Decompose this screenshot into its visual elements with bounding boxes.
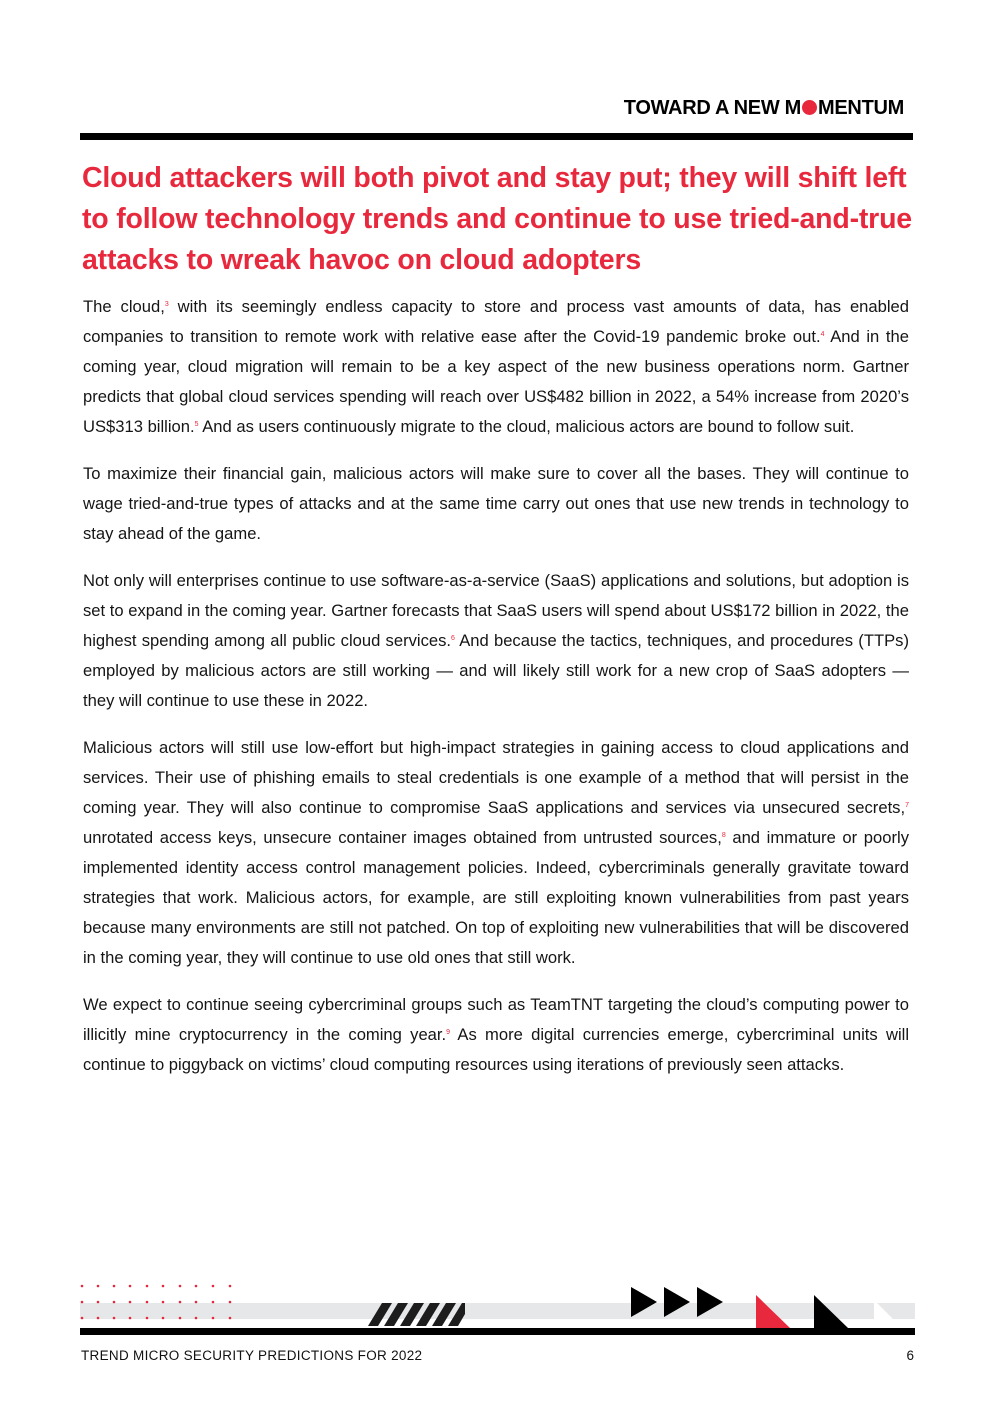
footnote-ref-9[interactable]: 9 <box>446 1029 451 1036</box>
text-run: And because the tactics, techniques, and procedures (TTPs) employed by malicious actors are still working — and will likely still work for a new crop of SaaS adopters — they will continue to use these in 2022. <box>83 631 909 710</box>
header-title-part1: TOWARD A NEW M <box>623 97 802 119</box>
page-number: 6 <box>906 1348 914 1363</box>
header-title-part2: MENTUM <box>818 97 904 119</box>
body-text <box>83 292 909 1097</box>
text-run: And in the coming year, cloud migration will remain to be a key aspect of the new business operations norm. Gartner predicts that global cloud services spending will reach over US$482 billion in 2022, a 54% increase from 2020’s US$313 billion. <box>83 327 909 436</box>
paragraph-5 <box>83 990 909 1080</box>
top-rule <box>80 133 913 140</box>
running-header-title <box>624 97 904 120</box>
text-run: with its seemingly endless capacity to store and process vast amounts of data, has enabled companies to transition to remote work with relative ease after the Covid-19 pandemic broke out. <box>83 297 909 346</box>
text-run: We expect to continue seeing cybercriminal groups such as TeamTNT targeting the cloud’s computing power to illicitly mine cryptocurrency in the coming year. <box>83 995 909 1044</box>
text-run: Malicious actors will still use low-effort but high-impact strategies in gaining access to cloud applications and services. Their use of phishing emails to steal credentials is one example of a method that will persist in the coming year. They will also continue to compromise SaaS applications and services via unsecured secrets, <box>83 738 909 817</box>
paragraph-4 <box>83 733 909 973</box>
text-run: Not only will enterprises continue to use software-as-a-service (SaaS) applications and solutions, but adoption is set to expand in the coming year. Gartner forecasts that SaaS users will spend about US$172 billion in 2022, the highest spending among all public cloud services. <box>83 571 909 650</box>
footer-decoration-graphic <box>0 1270 992 1350</box>
footnote-ref-5[interactable]: 5 <box>194 421 199 428</box>
text-run: unrotated access keys, unsecure container images obtained from untrusted sources, <box>83 828 722 847</box>
page-headline: Cloud attackers will both pivot and stay put; they will shift left to follow technology trends and continue to use tried-and-true attacks to wreak havoc on cloud adopters <box>82 162 912 276</box>
paragraph-1 <box>83 292 909 442</box>
text-run: And as users continuously migrate to the cloud, malicious actors are bound to follow suit. <box>198 417 855 436</box>
footnote-ref-6[interactable]: 6 <box>451 635 455 642</box>
momentum-o-dot-icon <box>802 100 817 115</box>
footnote-ref-4[interactable]: 4 <box>820 331 825 338</box>
decoration-band <box>80 1303 915 1319</box>
footnote-ref-8[interactable]: 8 <box>721 832 726 839</box>
paragraph-2: To maximize their financial gain, malicious actors will make sure to cover all the bases. They will continue to wage tried-and-true types of attacks and at the same time carry out ones that use new trends in technology to stay ahead of the game. <box>83 464 909 543</box>
text-run: As more digital currencies emerge, cybercriminal units will continue to piggyback on victims’ cloud computing resources using iterations of previously seen attacks. <box>83 1025 910 1074</box>
text-run: and immature or poorly implemented identity access control management policies. Indeed, cybercriminals generally gravitate toward strategies that work. Malicious actors, for example, are still exploiting known vulnerabilities from past years because many environments are still not patched. On top of exploiting new vulnerabilities that will be discovered in the coming year, they will continue to use old ones that still work. <box>83 828 909 967</box>
footnote-ref-3[interactable]: 3 <box>164 301 169 308</box>
footer-rule <box>80 1328 915 1335</box>
footer-publication-title: TREND MICRO SECURITY PREDICTIONS FOR 2022 <box>81 1348 423 1363</box>
footnote-ref-7[interactable]: 7 <box>905 802 909 809</box>
paragraph-3 <box>83 566 909 716</box>
text-run: The cloud, <box>83 297 165 316</box>
